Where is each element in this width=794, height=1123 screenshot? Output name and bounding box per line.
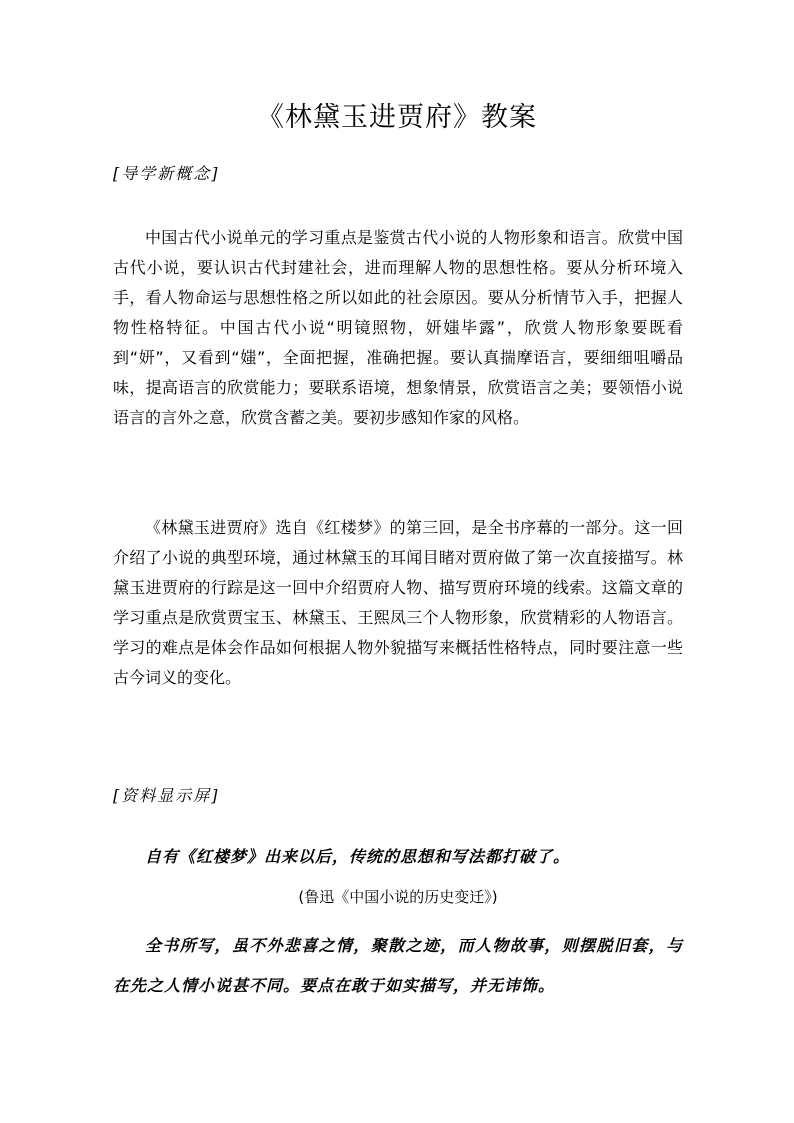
quote-text: 自有《红楼梦》出来以后，传统的思想和写法都打破了。 <box>145 847 571 866</box>
body-paragraph: 《林黛玉进贾府》选自《红楼梦》的第三回，是全书序幕的一部分。这一回介绍了小说的典型环境，通过林黛玉的耳闻目睹对贾府做了第一次直接描写。林黛玉进贾府的行踪是这一回中介绍贾府人物、描写贾府环境的线索。这篇文章的学习重点是欣赏贾宝玉、林黛玉、王熙凤三个人物形象，欣赏精彩的人物语言。学习的难点是体会作品如何根据人物外貌描写来概括性格特点，同时要注意一些古今词义的变化。 <box>113 518 683 687</box>
section-heading-materials: [资料显示屏] <box>113 786 220 805</box>
body-paragraph: 中国古代小说单元的学习重点是鉴赏古代小说的人物形象和语言。欣赏中国古代小说，要认识古代封建社会，进而理解人物的思想性格。要从分析环境入手，看人物命运与思想性格之所以如此的社会原因。要从分析情节入手，把握人物性格特征。中国古代小说“明镜照物，妍媸毕露”，欣赏人物形象要既看到“妍”，又看到“媸”，全面把握，准确把握。要认真揣摩语言，要细细咀嚼品味，提高语言的欣赏能力；要联系语境，想象情景，欣赏语言之美；要领悟小说语言的言外之意，欣赏含蓄之美。要初步感知作家的风格。 <box>113 228 683 427</box>
document-title: 《林黛玉进贾府》教案 <box>257 102 537 133</box>
quote-citation: (鲁迅《中国小说的历史变迁》) <box>298 888 498 906</box>
section-heading-guide: [导学新概念] <box>113 164 220 183</box>
quote-text: 全书所写，虽不外悲喜之情，聚散之迹，而人物故事，则摆脱旧套，与在先之人情小说甚不同。要点在敢于如实描写，并无讳饰。 <box>113 936 683 995</box>
